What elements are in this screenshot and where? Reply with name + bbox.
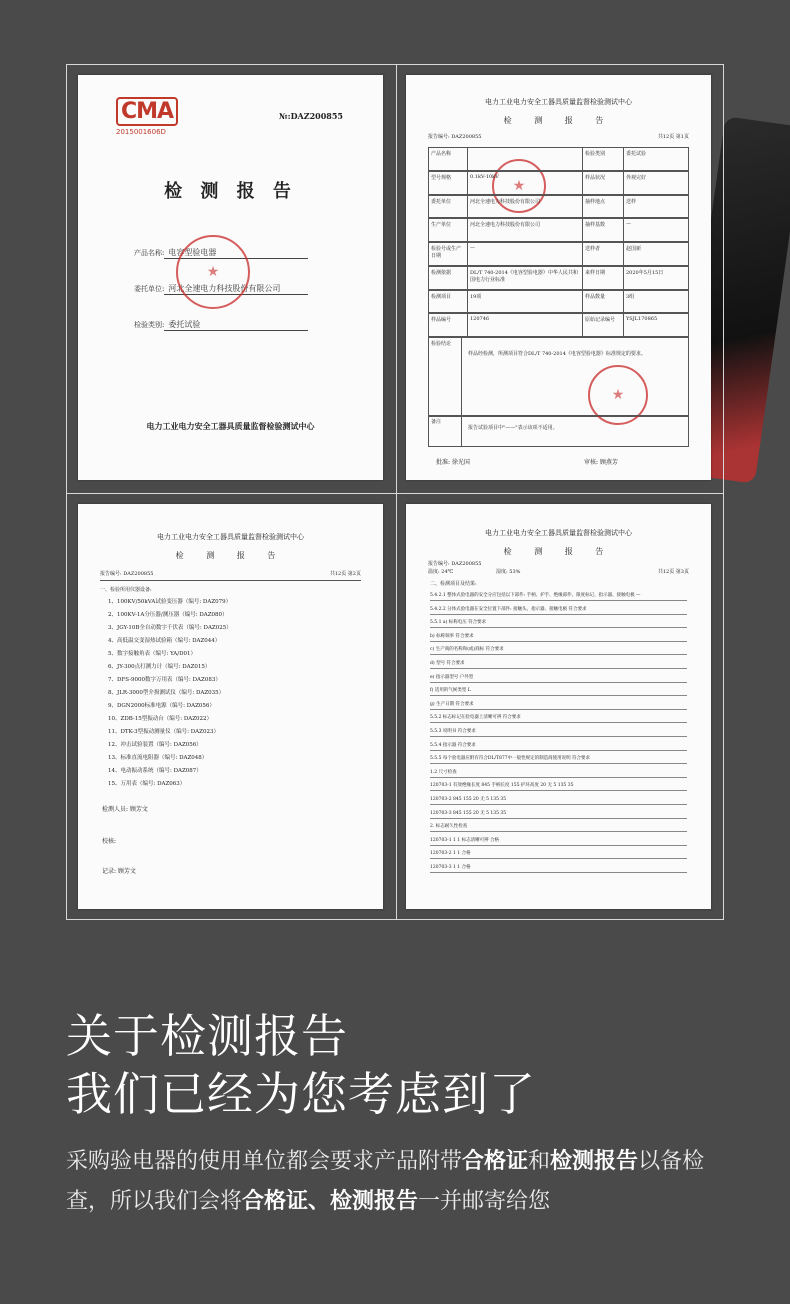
table-cell: 检验类别: [583, 148, 624, 170]
list-item: 14、电动振动系统（编号: DAZ087）: [108, 768, 202, 774]
table-row: 1.2 尺寸检查: [430, 769, 687, 778]
table-cell: DL/T 740-2014《电容型验电器》中华人民共和国电力行业标准: [468, 267, 583, 289]
list-item: 10、ZDB-15型振动台（编号: DAZ022）: [108, 716, 213, 722]
list-item: 3、JGY-10B全自动数字千伏表（编号: DAZ025）: [108, 625, 232, 631]
list-item: 5、数字接触角表（编号: YA/D01）: [108, 651, 197, 657]
table-cell: 河北全速电力科技股份有限公司: [468, 219, 583, 241]
cma-logo: CMA 2015001606D: [116, 97, 178, 136]
test-center-name: 电力工业电力安全工器具质量监督检验测试中心: [146, 421, 315, 431]
table-cell: —: [626, 221, 631, 228]
product-field: 产品名称: 电容型验电器: [134, 247, 308, 259]
table-row: 120703-2 845 155 20 无 5 135 35: [430, 796, 687, 805]
table-cell: 抽样地点: [583, 196, 624, 218]
table-cell: 检测依据: [429, 267, 468, 289]
approver-signature: 批准: 徐光国: [436, 459, 470, 466]
list-item: 15、万用表（编号: DAZ063）: [108, 781, 186, 787]
table-row: 120703-1 有效绝缘长度 845 手柄长度 155 护环高度 20 无 5 135 35: [430, 782, 687, 791]
report-number: №:DAZ200855: [278, 111, 343, 121]
list-item: 4、高低温交变湿热试验箱（编号: DAZ044）: [108, 638, 221, 644]
table-row: 5.5.3 说明书 符合要求: [430, 728, 687, 737]
table-cell: 2020年5月15日: [626, 269, 664, 276]
table-cell: 来样日期: [583, 267, 624, 289]
table-row: [428, 266, 689, 290]
table-cell: 检测项目: [429, 291, 468, 313]
table-row: 5.5.2 标志标记在验电器上清晰可辨 符合要求: [430, 714, 687, 723]
list-item: 8、JLR-3000型介损测试仪（编号: DAZ035）: [108, 690, 225, 696]
report-equipment-page: 电力工业电力安全工器具质量监督检验测试中心 检 测 报 告 报告编号: DAZ200855 共12页 第2页 一、检验所用仪器设备: 1、100KV/50kVA试验变压器（编号: DAZ079） 2、100KV-1A分压器/测压器（编号: DAZ080） 3、JGY-10B全自动数字千伏表（编号: DAZ025） 4、高低温交变湿热试验箱（编号: DAZ044） 5、数字接触角表（编号: YA/D01） 6、JY-300点打测力计（编号: DAZ015） 7、DFS-9000数字万用表（编号: DAZ083） 8、JLR-3000型介损测试仪（编号: DAZ035） 9、DGN2000标准电源（编号: DAZ056） 10、ZDB-15型振动台（编号: DAZ022） 11、DTK-3型振动测量仪（编号: DAZ023） 12、冲击试验装置（编号: DAZ056） 13、标准直流电阻器（编号: DAZ048） 14、电动振动系统（编号: DAZ087） 15、万用表（编号: DAZ063） 检测人员: 顾芳文 校核: 记录: 顾芳文: [78, 504, 383, 909]
table-row: [428, 171, 689, 195]
list-item: 1、100KV/50kVA试验变压器（编号: DAZ079）: [108, 599, 232, 605]
table-row: 120703-3 845 155 20 无 5 135 35: [430, 810, 687, 819]
table-row: e) 指示器型号 户外型: [430, 674, 687, 683]
table-row: 120703-3 1 1 合格: [430, 864, 687, 873]
report-summary-page: 电力工业电力安全工器具质量监督检验测试中心 检 测 报 告 报告编号: DAZ200855 共12页 第1页 检验结论 样品经检测，所测项目符合DL/T 740-2014《电容型验电器》标准规定的要求。 ★ ★ 备注 报告试验项目中"——"表示该项不适用。 批准: 徐光国 审核: 顾燕芳 产品名称 检验类别 委托试验 型号规格 0.1kV-10kV 样品状况 外观完好 委托单位 河北全速电力科技股份有限公司 抽样地点 送样 生产单位 河北全速电力科技股份有限公司 抽样基数 — 检验号或生产日期 — 送样者 赵国新 检测依据 DL/T 740-2014《电容型验电器》中华人民共和国电力行业标准 来样日期 2020年5月15日 检测项目 19项 样品数量 3组 样品编号 120746 原始记录编号 YSJL170865: [406, 75, 711, 480]
table-cell: 送样者: [583, 243, 624, 265]
table-cell: 型号规格: [429, 172, 468, 194]
equipment-list: [108, 596, 232, 791]
reviewer-signature: 审核: 顾燕芳: [584, 459, 618, 466]
report-cover-page: [78, 75, 383, 480]
red-seal-stamp: [176, 235, 250, 309]
table-cell: 120746: [468, 314, 583, 336]
tester-signature: 检测人员: 顾芳文: [102, 806, 148, 813]
table-cell: 赵国新: [626, 246, 642, 252]
table-row: b) 标称频率 符合要求: [430, 633, 687, 642]
table-row: 120703-1 1 1 标志清晰可辨 合格: [430, 837, 687, 846]
table-cell: 原始记录编号: [583, 314, 624, 336]
table-row: 5.5.1 a) 标称电压 符合要求: [430, 619, 687, 628]
checker-signature: 校核:: [102, 838, 117, 845]
table-cell: 样品状况: [583, 172, 624, 194]
table-cell: 3组: [626, 293, 635, 300]
table-row: 5.4.2.1 整体式验电器的安全分应包括以下部件: 手柄、护手、绝缘部件、限度标记、指示器、接触电极 —: [430, 592, 687, 601]
table-row: 120703-2 1 1 合格: [430, 850, 687, 859]
client-field: 委托单位: 河北全速电力科技股份有限公司: [134, 283, 308, 295]
table-cell: —: [468, 243, 583, 265]
table-cell: 委托单位: [429, 196, 468, 218]
remark-row: 备注 报告试验项目中"——"表示该项不适用。: [428, 415, 689, 447]
report-results-page: 电力工业电力安全工器具质量监督检验测试中心 检 测 报 告 报告编号: DAZ200855 温度: 24℃ 湿度: 53% 共12页 第3页 二、检测项目及结果: 5.4.2.1 整体式验电器的安全分应包括以下部件: 手柄、护手、绝缘部件、限度标记、指示器、接触电极 — 5.4.2.2 分体式验电器在安全位置下部件: 接触头、指示器、接触电极 符合要求 5.5.1 a) 标称电压 符合要求 b) 标称频率 符合要求 c) 生产商的名称和(或)商标 符合要求 d) 型号 符合要求 e) 指示器型号 户外型 f) 适用的气候类型 L g) 生产日期 符合要求 5.5.2 标志标记在验电器上清晰可辨 符合要求 5.5.3 说明书 符合要求 5.5.4 指示器 符合要求 5.5.5 每个验电器应附有符合DL/T877中一般性规定的制造商使用说明 符合要求 1.2 尺寸检查 120703-1 有效绝缘长度 845 手柄长度 155 护环高度 20 无 5 135 35 120703-2 845 155 20 无 5 135 35 120703-3 845 155 20 无 5 135 35 2. 标志耐久性检查 120703-1 1 1 标志清晰可辨 合格 120703-2 1 1 合格 120703-3 1 1 合格: [406, 504, 711, 909]
table-row: [428, 290, 689, 314]
type-field: 检验类别: 委托试验: [134, 319, 308, 331]
table-cell: 外观完好: [626, 174, 647, 181]
table-cell: 送样: [626, 198, 637, 205]
table-row: c) 生产商的名称和(或)商标 符合要求: [430, 646, 687, 655]
table-cell: 产品名称: [429, 148, 468, 170]
list-item: 7、DFS-9000数字万用表（编号: DAZ083）: [108, 677, 221, 683]
table-row: [428, 242, 689, 266]
list-item: 11、DTK-3型振动测量仪（编号: DAZ023）: [108, 729, 219, 735]
conclusion-row: 检验结论 样品经检测，所测项目符合DL/T 740-2014《电容型验电器》标准规定的要求。: [428, 337, 689, 417]
table-cell: 委托试验: [626, 151, 647, 157]
grid-divider-horizontal: [67, 493, 723, 494]
table-cell: 抽样基数: [583, 219, 624, 241]
table-row: [428, 218, 689, 242]
table-row: 5.4.2.2 分体式验电器在安全位置下部件: 接触头、指示器、接触电极 符合要求: [430, 606, 687, 615]
table-cell: 样品编号: [429, 314, 468, 336]
list-item: 6、JY-300点打测力计（编号: DAZ015）: [108, 664, 211, 670]
list-item: 12、冲击试验装置（编号: DAZ056）: [108, 742, 202, 748]
table-row: 5.5.4 指示器 符合要求: [430, 742, 687, 751]
recorder-signature: 记录: 顾芳文: [102, 868, 136, 875]
description-text: 采购验电器的使用单位都会要求产品附带合格证和检测报告以备检查，所以我们会将合格证、检测报告一并邮寄给您: [66, 1149, 705, 1214]
list-item: 13、标准直流电阻器（编号: DAZ048）: [108, 755, 208, 761]
list-item: 9、DGN2000标准电源（编号: DAZ056）: [108, 703, 215, 709]
table-cell: 19项: [468, 291, 583, 313]
table-cell: [468, 148, 583, 170]
list-item: 2、100KV-1A分压器/测压器（编号: DAZ080）: [108, 612, 228, 618]
table-row: 5.5.5 每个验电器应附有符合DL/T877中一般性规定的制造商使用说明 符合要求: [430, 755, 687, 764]
table-row: g) 生产日期 符合要求: [430, 701, 687, 710]
table-row: [428, 195, 689, 219]
table-cell: 样品数量: [583, 291, 624, 313]
headline-line-1: 关于检测报告: [66, 1009, 348, 1063]
table-row: [428, 147, 689, 171]
table-cell: YSJL170865: [626, 316, 658, 323]
table-row: f) 适用的气候类型 L: [430, 687, 687, 696]
table-cell: 0.1kV-10kV: [468, 172, 583, 194]
report-title: 检 测 报 告: [164, 181, 297, 202]
table-row: [428, 313, 689, 337]
table-cell: 检验号或生产日期: [429, 243, 468, 265]
table-cell: 生产单位: [429, 219, 468, 241]
grid-divider-vertical: [396, 65, 397, 919]
table-row: 2. 标志耐久性检查: [430, 823, 687, 832]
headline-line-2: 我们已经为您考虑到了: [66, 1067, 536, 1121]
table-cell: 河北全速电力科技股份有限公司: [468, 196, 583, 218]
table-row: d) 型号 符合要求: [430, 660, 687, 669]
